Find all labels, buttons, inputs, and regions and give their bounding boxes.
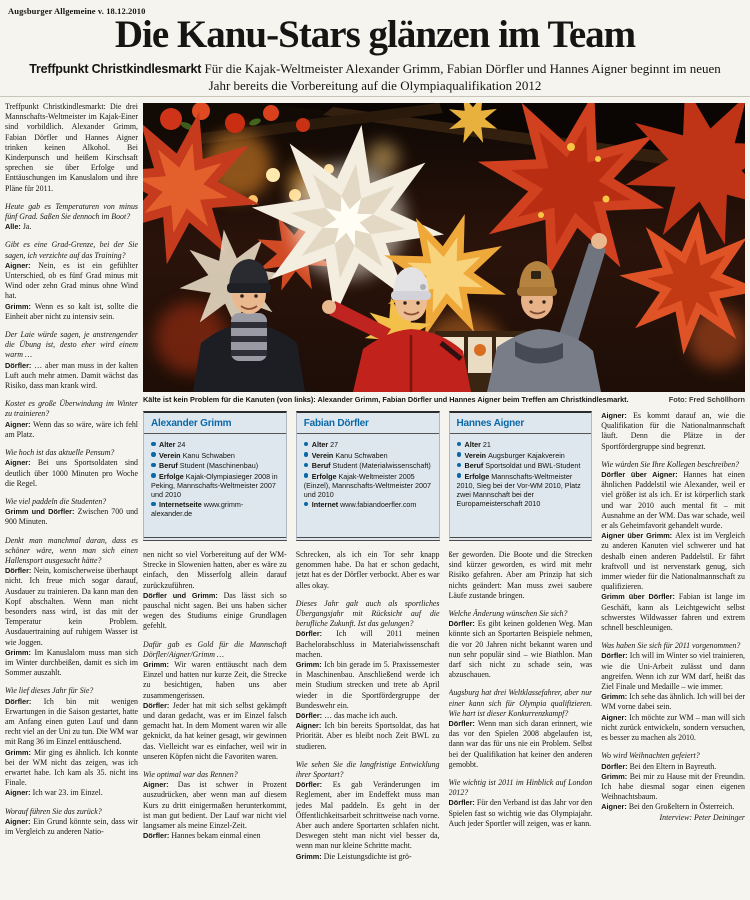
article-column-4 — [601, 411, 745, 900]
profile-fact: Beruf Student (Materialwissenschaft) — [304, 461, 432, 470]
interview-question: Denkt man manchmal daran, dass es schöner wäre, wenn man sich einen Hallensport ausgesucht hätte? — [5, 535, 138, 565]
speaker-name: Grimm: — [143, 660, 175, 670]
article-paragraph: Grimm: Mir ging es ähnlich. Ich konnte bei der WM nicht das zeigen, was ich erwartet habe. Ich kam als 35. nicht ins Finale. — [5, 747, 138, 788]
profile-fact: Erfolge Kajak-Weltmeister 2005 (Einzel), Mannschafts-Weltmeister 2007 und 2010 — [303, 471, 432, 499]
bullet-icon — [304, 442, 309, 447]
photo-caption — [143, 395, 745, 404]
speaker-name: Dörfler: — [448, 719, 478, 729]
bullet-icon — [457, 452, 462, 457]
speaker-name: Aigner: — [295, 721, 325, 731]
article-paragraph: Aigner über Grimm: Alex ist im Vergleich zu anderen Kanuten viel schwerer und hat deshalb einen anderen Paddelstil. Er fährt kraftvoll und ist nervenstark genug, sich immer wieder für die Nationalmannschaft zu qualifizieren. — [601, 531, 745, 592]
speaker-name: Dörfler: — [295, 780, 333, 790]
profile-fact: Verein Kanu Schwaben — [151, 451, 279, 460]
speaker-name: Aigner: — [5, 260, 39, 270]
article-paragraph: Aigner: Es kommt darauf an, wie die Qualifikation für die Nationalmannschaft läuft. Denn die Plätze in der Sportfördergruppe sind begrenzt. — [601, 411, 745, 451]
speaker-name: Dörfler: — [601, 651, 630, 661]
profile-fact: Beruf Student (Maschinenbau) — [151, 461, 279, 470]
speaker-name: Aigner: — [143, 780, 178, 790]
column-3 — [449, 411, 593, 900]
speaker-name: Dörfler: — [448, 798, 477, 808]
article-paragraph: Grimm: Ich bin gerade im 5. Praxissemester in Maschinenbau. Anschließend werde ich mein Studium strecken und trete ab April wieder in die Sportfördergruppe der Bundeswehr ein. — [295, 660, 440, 710]
article-photo — [143, 103, 745, 392]
interview-question: Dafür gab es Gold für die Mannschaft Dörfler/Aigner/Grimm … — [143, 639, 287, 659]
interview-question: Heute gab es Temperaturen von minus fünf Grad. Saßen Sie dennoch im Boot? — [5, 201, 138, 222]
profile-fact: Erfolge Kajak-Olympiasieger 2008 in Peking, Mannschafts-Weltmeister 2007 und 2010 — [151, 471, 278, 499]
speaker-name: Aigner: — [601, 411, 634, 420]
article-paragraph: Schrecken, als ich ein Tor sehr knapp genommen habe. Da hat er schon gedacht, jetzt hat es der Dörfler verbockt. Aber es war alles okay. — [295, 550, 440, 590]
speaker-name: Grimm und Dörfler: — [5, 507, 78, 517]
speaker-name: Dörfler: — [143, 831, 172, 841]
profile-name: Hannes Aigner — [450, 413, 592, 434]
bullet-icon — [151, 463, 156, 468]
divider-rule — [0, 96, 750, 97]
interview-question: Gibt es eine Grad-Grenze, bei der Sie sagen, ich verzichte auf das Training? — [5, 240, 138, 260]
article-paragraph: Aigner: Wenn das so wäre, wäre ich fehl am Platz. — [5, 419, 138, 439]
speaker-name: Aigner über Grimm: — [601, 531, 676, 541]
speaker-name: Aigner: — [5, 816, 34, 826]
interview-question: Wie hoch ist das aktuelle Pensum? — [5, 448, 115, 458]
article-paragraph: Aigner: Nein, es ist ein gefühlter Unterschied, ob es fünf Grad minus mit Wind oder zehn Grad minus ohne Wind hat. — [5, 260, 138, 301]
article-paragraph: Aigner: Das ist schwer in Prozent auszudrücken, aber wenn man auf diesem Kurs zu dritt einigermaßen herunterkommt, ist man gut bedient. Der Lauf war nicht viel langsamer als meine Einzel-Zeit. — [143, 780, 287, 831]
article-paragraph: Dörfler: … aber man muss in der kalten Luft auch mehr atmen. Damit wächst das Risiko, dass man krank wird. — [5, 360, 138, 391]
article-paragraph: Dörfler: Es gab Veränderungen im Reglement, aber im Endeffekt muss man jedes Mal paddeln. Es geht in der Öffentlichkeitsarbeit schrittweise nach vorne. Aber auch andere Sportarten schlafen nicht. Deswegen steht man nicht viel besser da, wenn man nur kleine Schritte macht. — [295, 780, 440, 851]
article-paragraph: Dörfler: Ich will 2011 meinen Bachelorabschluss in Materialwissenschaft machen. — [295, 629, 440, 659]
article-paragraph: Grimm und Dörfler: Zwischen 700 und 900 Minuten. — [5, 507, 138, 527]
article-paragraph: Aigner: Ich war 23. im Einzel. — [5, 788, 103, 798]
profile-fact: Internetseite www.grimm-alexander.de — [151, 500, 244, 518]
speaker-name: Grimm: — [5, 747, 34, 757]
profile-fact: Erfolge Mannschafts-Weltmeister 2010, Sieg bei der Vor-WM 2010, Platz zwei Mannschaft bei der Europameisterschaft 2010 — [456, 471, 581, 508]
bullet-icon — [304, 473, 309, 478]
article-paragraph: Grimm: Bei mir zu Hause mit der Freundin. Ich habe diesmal sogar einen eigenen Weihnachtsbaum. — [601, 771, 745, 802]
article-paragraph: Grimm: Ich sehe das ähnlich. Ich will bei der WM vorne dabei sein. — [601, 692, 745, 712]
interview-question: Dieses Jahr galt auch als sportliches Übergangsjahr mit Rücksicht auf die berufliche Zukunft. Ist das gelungen? — [295, 598, 440, 629]
article-paragraph: Dörfler: Jeder hat mit sich selbst gekämpft und daran gedacht, was er im Einzel falsch gemacht hat. In dem Moment waren wir alle geknickt, da hat keiner gesagt, wir gewinnen das. Vielleicht war es einfacher, weil wir in unseren Köpfen nicht die Favoriten waren. — [143, 700, 287, 761]
article-paragraph: Aigner: Ich bin bereits Sportsoldat, das hat Priorität. Aber es bleibt noch Zeit BWL zu studieren. — [295, 721, 440, 751]
article-paragraph: Aigner: Bei uns Sportsoldaten sind deutlich über 1000 Minuten pro Woche die Regel. — [5, 458, 138, 488]
profile-fact: Alter 27 — [304, 440, 432, 449]
column-1 — [143, 411, 287, 900]
bullet-icon — [151, 442, 156, 447]
profile-name: Fabian Dörfler — [297, 413, 439, 434]
bullet-icon — [151, 502, 156, 507]
profile-box-aigner — [449, 411, 593, 541]
article-paragraph: Alle: Ja. — [5, 222, 32, 232]
article-paragraph: Dörfler: Nein, komischerweise überhaupt nicht. Ich freue mich sogar darauf, Ausdauer zu trainieren. Da kann man den Kopf abschalten. Wenn man nicht besonders nass wird, ist das mit der Temperatur kein Problem. Ausdauertraining auf ruhigem Wasser ist wie Joggen. — [5, 566, 138, 647]
article-paragraph: Dörfler über Aigner: Hannes hat einen ähnlichen Paddelstil wie Alexander, weil er viel größer ist als ich. Er ist körperlich stark und war 2010 auch mental fit – mit Ausnahme an der WM. Das war schade, weil er als Geheimfavorit gehandelt wurde. — [601, 470, 745, 531]
speaker-name: Aigner: — [601, 712, 630, 722]
interview-question: Welche Änderung wünschen Sie sich? — [448, 609, 568, 619]
profile-facts — [144, 434, 286, 518]
article-paragraph: Treffpunkt Christkindlesmarkt: Die drei Mannschafts-Weltmeister im Kajak-Einer sind vorbildlich. Alexander Grimm, Fabian Dörfler und Hannes Aigner trinken keinen Alkohol. Bei Kinderpunsch und heißem Kirschsaft sprechen sie über Erfolge und Enttäuschungen im Kanuslalom und ihre Pläne für 2011. — [5, 102, 138, 193]
article-paragraph: Grimm: Im Kanuslalom muss man sich im Winter durchbeißen, damit es sich im Sommer auszahlt. — [5, 647, 138, 678]
article-paragraph: Dörfler: Bei den Eltern in Bayreuth. — [601, 761, 717, 771]
speaker-name: Grimm: — [295, 851, 324, 861]
article-column-2 — [296, 550, 440, 900]
speaker-name: Alle: — [5, 222, 23, 232]
article-paragraph: Dörfler: Ich bin mit wenigen Erwartungen in die Saison gestartet, hatte am Anfang einen guten Lauf und dann recht viel an der Uni zu tun. Die WM war mit Rang 36 im Einzel enttäuschend. — [5, 696, 138, 747]
speaker-name: Dörfler: — [5, 360, 35, 370]
profile-fact: Verein Augsburger Kajakverein — [457, 451, 585, 460]
christkindlesmarkt-photo-illustration — [143, 103, 745, 392]
profile-box-doerfler — [296, 411, 440, 541]
interview-question: Wie optimal war das Rennen? — [143, 770, 238, 780]
article-paragraph: Grimm: Wenn es so kalt ist, sollte die Einheit aber nicht zu intensiv sein. — [5, 301, 138, 321]
speaker-name: Grimm: — [601, 692, 630, 702]
speaker-name: Dörfler: — [5, 566, 34, 576]
interview-question: Worauf führen Sie das zurück? — [5, 806, 102, 816]
profile-fact: Alter 21 — [457, 440, 585, 449]
bullet-icon — [457, 463, 462, 468]
speaker-name: Dörfler: — [295, 711, 325, 721]
page-title: Die Kanu-Stars glänzen im Team — [114, 13, 636, 56]
speaker-name: Dörfler: — [143, 700, 173, 710]
profile-box-grimm — [143, 411, 287, 541]
article-paragraph: ßer geworden. Die Boote und die Strecken sind kürzer geworden, es wird mit mehr Risiko gefahren. Aber am Prinzip hat sich nichts geändert: Man muss zwei saubere Läufe zustande bringen. — [448, 550, 593, 600]
interview-question: Der Laie würde sagen, je anstrengender die Übung ist, desto eher wird einem warm … — [5, 330, 138, 360]
subhead-kicker: Treffpunkt Christkindlesmarkt — [29, 62, 202, 76]
profile-facts — [297, 434, 439, 509]
subhead-text: Für die Kajak-Weltmeister Alexander Grimm, Fabian Dörfler und Hannes Aigner beginnt im neuen Jahr bereits die Vorbereitung auf die Olympiaqualifikation 2012 — [204, 61, 721, 93]
article-paragraph: Grimm: Wir waren enttäuscht nach dem Einzel und hatten nur kurze Zeit, die Strecke zu besichtigen, haben uns aber zusammengerissen. — [143, 660, 287, 700]
speaker-name: Grimm über Dörfler: — [601, 592, 679, 602]
speaker-name: Dörfler: — [448, 619, 478, 629]
article-paragraph: Aigner: Bei den Großeltern in Österreich. Interview: Peter Deininger — [601, 802, 745, 822]
profile-fact: Internet www.fabiandoerfler.com — [304, 500, 432, 509]
speaker-name: Grimm: — [601, 771, 630, 781]
article-paragraph: Dörfler: Für den Verband ist das Jahr vor den Spielen fast so wichtig wie das Olympiajahr. Auch jeder Sportler will zeigen, was er kann. — [448, 798, 593, 828]
speaker-name: Dörfler über Aigner: — [601, 470, 684, 480]
article-column-1 — [143, 550, 287, 900]
interview-question: Wie wichtig ist 2011 im Hinblick auf London 2012? — [448, 778, 593, 798]
interview-question: Wie würden Sie Ihre Kollegen beschreiben? — [601, 459, 740, 469]
profile-name: Alexander Grimm — [144, 413, 286, 434]
article-paragraph: Dörfler: Wenn man sich daran erinnert, wie das vor den Spielen 2008 abgelaufen ist, dann war das für uns nie ein Problem. Selbst bei der Qualifikation hat keiner den anderen gemobbt. — [448, 719, 593, 769]
interview-question: Wo wird Weihnachten gefeiert? — [601, 751, 700, 761]
article-paragraph: Dörfler: … das mache ich auch. — [295, 711, 398, 721]
speaker-name: Aigner: — [601, 802, 629, 812]
lower-content — [143, 411, 745, 900]
interview-question: Was haben Sie sich für 2011 vorgenommen? — [601, 641, 741, 651]
bullet-icon — [304, 502, 309, 507]
photo-credit: Foto: Fred Schöllhorn — [668, 395, 745, 404]
article-paragraph: Grimm über Dörfler: Fabian ist lange im Geschäft, kann als Leichtgewicht selbst schwerstes Wildwasser fahren und extrem schnell beschleunigen. — [601, 592, 745, 633]
article-paragraph: Aigner: Ich möchte zur WM – man will sich nicht zurück entwickeln, sondern versuchen, es besser zu machen als 2010. — [601, 712, 745, 743]
article-paragraph: Dörfler: Hannes bekam einmal einen — [143, 831, 261, 841]
article-paragraph: Dörfler und Grimm: Das lässt sich so pauschal nicht sagen. Bei uns haben sicher wegen des Studiums einige Grundlagen gefehlt. — [143, 590, 287, 631]
profile-fact: Alter 24 — [151, 440, 279, 449]
column-4 — [601, 411, 745, 900]
profile-fact: Verein Kanu Schwaben — [304, 451, 432, 460]
interview-question: Kostet es große Überwindung im Winter zu trainieren? — [5, 399, 138, 419]
article-column-3 — [449, 550, 593, 900]
bullet-icon — [151, 473, 156, 478]
speaker-name: Dörfler: — [5, 696, 44, 706]
column-2 — [296, 411, 440, 900]
bullet-icon — [457, 473, 462, 478]
interview-credit: Interview: Peter Deininger — [659, 812, 745, 822]
source-line: Augsburger Allgemeine v. 18.12.2010 — [8, 6, 146, 16]
profile-fact: Beruf Sportsoldat und BWL-Student — [457, 461, 585, 470]
interview-question: Augsburg hat drei Weltklassefahrer, aber nur einer kann sich für Olympia qualifizieren. Wie hart ist dieser Konkurrenzkampf? — [448, 688, 593, 718]
interview-question: Wie lief dieses Jahr für Sie? — [5, 686, 94, 696]
speaker-name: Grimm: — [5, 301, 35, 311]
speaker-name: Aigner: — [5, 419, 34, 429]
article-paragraph: Aigner: Ein Grund könnte sein, dass wir im Vergleich zu anderen Natio- — [5, 816, 138, 836]
speaker-name: Aigner: — [5, 458, 38, 468]
speaker-name: Grimm: — [5, 647, 35, 657]
speaker-name: Dörfler: — [295, 629, 337, 639]
bullet-icon — [457, 442, 462, 447]
interview-question: Wie sehen Sie die langfristige Entwicklung ihrer Sportart? — [295, 759, 440, 780]
speaker-name: Dörfler und Grimm: — [143, 590, 224, 600]
article-paragraph: Dörfler: Ich will im Winter so viel trainieren, wie die Uni-Arbeit zulässt und dann angreifen. Wenn ich zur WM darf, heißt das Ziel Finale und Medaille – wie immer. — [601, 651, 745, 692]
profile-facts — [450, 434, 592, 508]
article-paragraph: nen nicht so viel Vorbereitung auf der WM-Strecke in Slowenien hatten, aber es wäre zu einfach, den Misserfolg allein darauf zurückzuführen. — [143, 550, 287, 590]
photo-caption-text: Kälte ist kein Problem für die Kanuten (von links): Alexander Grimm, Fabian Dörfler und Hannes Aigner beim Treffen am Christkindlesmarkt. — [143, 395, 629, 404]
subhead — [18, 61, 732, 94]
speaker-name: Aigner: — [5, 788, 33, 798]
speaker-name: Dörfler: — [601, 761, 630, 771]
article-paragraph: Dörfler: Es gibt keinen goldenen Weg. Man könnte sich an Sportarten Beispiele nehmen, die vor 20 Jahren nicht bekannt waren und nun sehr populär sind – wie Biathlon. Man darf sich nicht zu schade sein, was abzuschauen. — [448, 619, 593, 680]
interview-question: Wie viel paddeln die Studenten? — [5, 496, 107, 506]
bullet-icon — [304, 452, 309, 457]
intro-column — [5, 102, 138, 898]
bullet-icon — [304, 463, 309, 468]
article-paragraph: Grimm: Die Leistungsdichte ist grö- — [295, 851, 412, 861]
speaker-name: Grimm: — [295, 660, 325, 670]
bullet-icon — [151, 452, 156, 457]
